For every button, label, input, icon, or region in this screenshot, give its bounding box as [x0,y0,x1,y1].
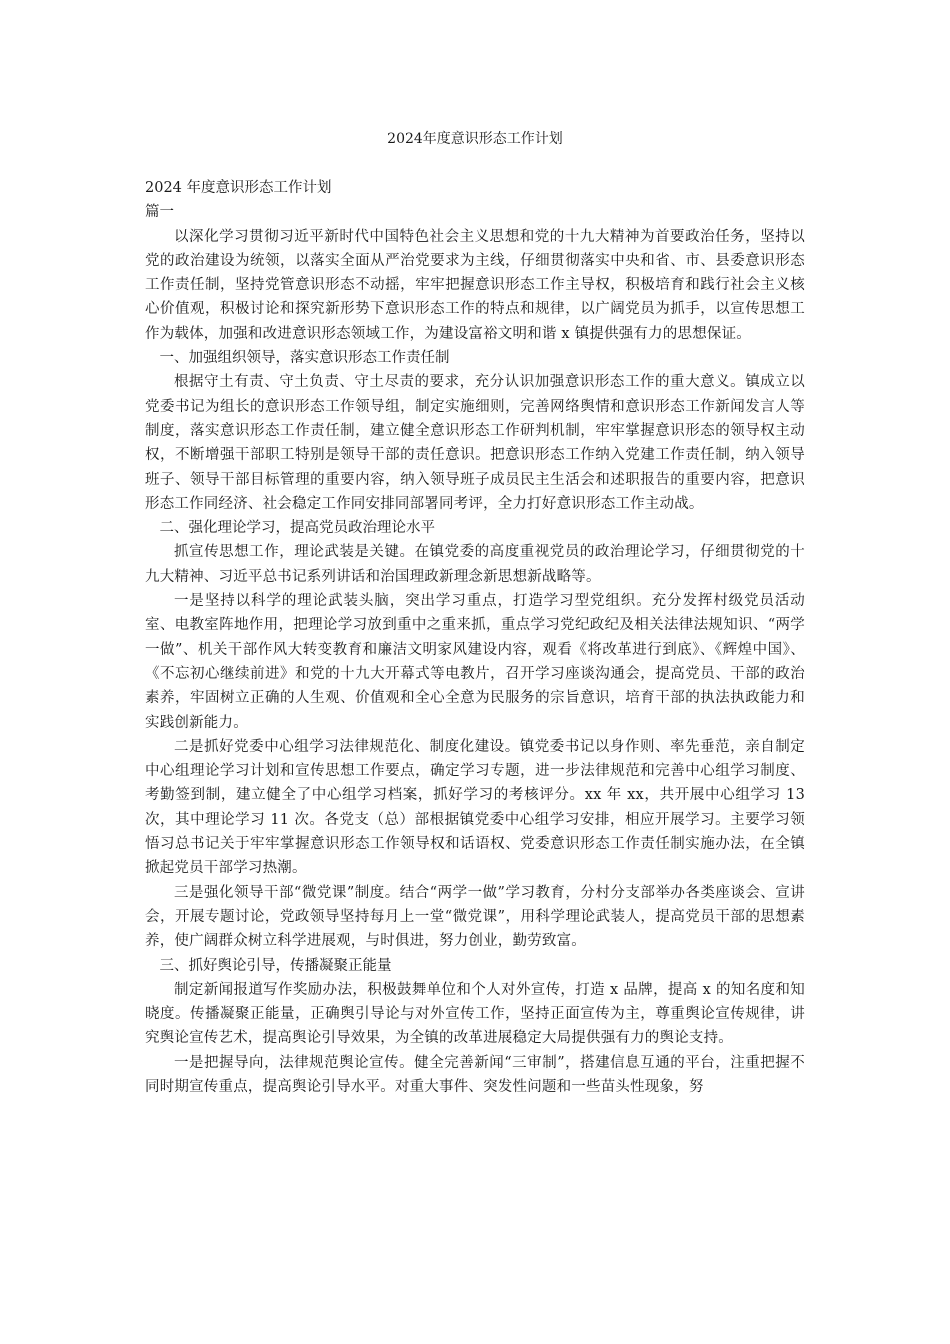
document-body [145,176,805,1099]
paragraph: 一是把握导向，法律规范舆论宣传。健全完善新闻“三审制”，搭建信息互通的平台，注重把握不同时期宣传重点，提高舆论引导水平。对重大事件、突发性问题和一些苗头性现象，努 [145,1054,805,1095]
paragraph: 三是强化领导干部“微党课”制度。结合“两学一做”学习教育，分村分支部举办各类座谈会、宣讲会，开展专题讨论，党政领导坚持每月上一堂“微党课”，用科学理论武装人，提高党员干部的思想素养，使广阔群众树立科学进展观，与时俱进，努力创业，勤劳致富。 [145,884,805,950]
paragraph: 根据守土有责、守土负责、守土尽责的要求，充分认识加强意识形态工作的重大意义。镇成立以党委书记为组长的意识形态工作领导组，制定实施细则，完善网络舆情和意识形态工作新闻发言人等制度，落实意识形态工作责任制，建立健全意识形态工作研判机制，牢牢掌握意识形态的领导权主动权，不断增强干部职工特别是领导干部的责任意识。把意识形态工作纳入党建工作责任制，纳入领导班子、领导干部目标管理的重要内容，纳入领导班子成员民主生活会和述职报告的重要内容，把意识形态工作同经济、社会稳定工作同安排同部署同考评，全力打好意识形态工作主动战。 [145,374,805,512]
section-label: 篇一 [145,204,174,221]
section-heading-2: 二、强化理论学习，提高党员政治理论水平 [159,520,435,537]
section-heading-3: 三、抓好舆论引导，传播凝聚正能量 [159,957,392,974]
section-heading-1: 一、加强组织领导，落实意识形态工作责任制 [159,350,450,367]
paragraph: 一是坚持以科学的理论武装头脑，突出学习重点，打造学习型党组织。充分发挥村级党员活动室、电教室阵地作用，把理论学习放到重中之重来抓，重点学习党纪政纪及相关法律法规知识、“两学一做”、机关干部作风大转变教育和廉洁文明家风建设内容，观看《将改革进行到底》、《辉煌中国》、《不忘初心继续前进》和党的十九大开幕式等电教片，召开学习座谈沟通会，提高党员、干部的政治素养，牢固树立正确的人生观、价值观和全心全意为民服务的宗旨意识，培育干部的执法执政能力和实践创新能力。 [145,593,805,731]
document-title: 2024年度意识形态工作计划 [387,131,563,147]
paragraph-intro: 以深化学习贯彻习近平新时代中国特色社会主义思想和党的十九大精神为首要政治任务，坚持以党的政治建设为统领，以落实全面从严治党要求为主线，仔细贯彻落实中央和省、市、县委意识形态工作责任制，坚持党管意识形态不动摇，牢牢把握意识形态工作主导权，积极培育和践行社会主义核心价值观，积极讨论和探究新形势下意识形态工作的特点和规律，以广阔党员为抓手，以宣传思想工作为载体，加强和改进意识形态领域工作，为建设富裕文明和谐 x 镇提供强有力的思想保证。 [145,228,805,342]
paragraph: 二是抓好党委中心组学习法律规范化、制度化建设。镇党委书记以身作则、率先垂范，亲自制定中心组理论学习计划和宣传思想工作要点，确定学习专题，进一步法律规范和完善中心组学习制度、考勤签到制，建立健全了中心组学习档案，抓好学习的考核评分。xx 年 xx，共开展中心组学习 13 次，其中理论学习 11 次。各党支（总）部根据镇党委中心组学习安排，相应开展学习。主要学习领悟习总书记关于牢牢掌握意识形态工作领导权和话语权、党委意识形态工作责任制实施办法，在全镇掀起党员干部学习热潮。 [145,738,805,877]
document-subtitle: 2024 年度意识形态工作计划 [145,180,332,196]
paragraph: 制定新闻报道写作奖励办法，积极鼓舞单位和个人对外宣传，打造 x 品牌，提高 x 的知名度和知晓度。传播凝聚正能量，正确舆引导论与对外宣传工作，坚持正面宣传为主，尊重舆论宣传规律，讲究舆论宣传艺术，提高舆论引导效果，为全镇的改革进展稳定大局提供强有力的舆论支持。 [145,981,805,1047]
paragraph: 抓宣传思想工作，理论武装是关键。在镇党委的高度重视党员的政治理论学习，仔细贯彻党的十九大精神、习近平总书记系列讲话和治国理政新理念新思想新战略等。 [145,544,805,585]
